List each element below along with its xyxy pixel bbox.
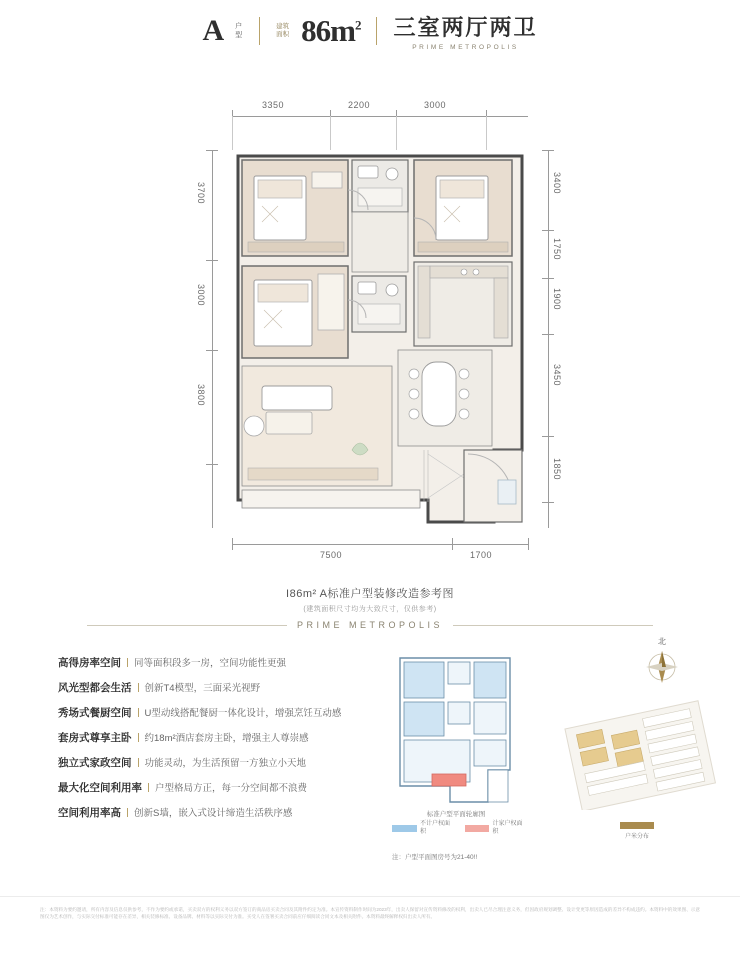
feature-item <box>58 680 388 695</box>
dim-left-0: 3700 <box>196 182 206 205</box>
feature-value: 创新S墙，嵌入式设计缔造生活秩序感 <box>134 808 293 819</box>
right-dim-line <box>548 150 549 528</box>
feature-key: 独立式家政空间 <box>58 757 132 769</box>
area-tag <box>276 23 289 39</box>
tick <box>206 350 218 351</box>
plan-caption-title: I86m² A标准户型装修改造参考图 <box>286 588 454 600</box>
dim-bottom-1: 1700 <box>470 550 493 560</box>
area-tag-line2: 面积 <box>276 31 290 38</box>
legend-swatch-excluded <box>392 825 417 832</box>
unit-type-label-char1: 户 <box>235 23 244 30</box>
dim-right-0: 3400 <box>552 172 562 195</box>
feature-separator <box>138 708 139 717</box>
feature-item <box>58 755 388 770</box>
guide <box>232 116 233 150</box>
plan-caption-sub: (建筑面积尺寸均为大致尺寸，仅供参考) <box>303 606 437 613</box>
feature-key: 最大化空间利用率 <box>58 782 142 794</box>
unit-type-letter: A <box>202 14 226 47</box>
floor-plan-drawing <box>232 150 528 528</box>
area-unit-sup: 2 <box>354 17 361 33</box>
header-divider-1 <box>259 17 260 45</box>
feature-separator <box>138 733 139 742</box>
dim-right-3: 3450 <box>552 364 562 387</box>
area-number: 86m <box>301 13 355 48</box>
tick <box>528 538 529 550</box>
floor-plan-area <box>0 72 740 592</box>
plan-caption <box>0 585 740 614</box>
area-tag-line1: 建筑 <box>276 23 290 30</box>
feature-key: 高得房率空间 <box>58 657 121 669</box>
header-divider-2 <box>376 17 377 45</box>
dim-top-2: 3000 <box>424 100 447 110</box>
dim-right-2: 1900 <box>552 288 562 311</box>
unit-type-label-char2: 型 <box>235 32 244 39</box>
guide <box>330 116 331 150</box>
dim-top-1: 2200 <box>348 100 371 110</box>
tick <box>542 150 554 151</box>
brand-rule <box>0 614 740 636</box>
tick <box>206 150 218 151</box>
dim-top-0: 3350 <box>262 100 285 110</box>
feature-item <box>58 730 388 745</box>
legend-item <box>465 820 528 836</box>
page-header <box>0 0 740 62</box>
tick <box>542 334 554 335</box>
top-dim-line <box>232 116 528 117</box>
header-brand: PRIME METROPOLIS <box>412 44 519 51</box>
mini-plan-legend <box>392 820 527 836</box>
feature-separator <box>138 683 139 692</box>
feature-value: U型动线搭配餐厨一体化设计，增强烹饪互动感 <box>144 708 342 719</box>
mini-plan <box>392 652 520 818</box>
feature-separator <box>148 783 149 792</box>
feature-value: 同等面积段多一房，空间功能性更强 <box>134 658 287 669</box>
compass-north-label: 北 <box>658 637 666 646</box>
room-config: 三室两厅两卫 <box>393 15 538 40</box>
feature-list <box>58 655 388 830</box>
compass-rose-icon <box>642 647 682 687</box>
dim-right-4: 1850 <box>552 458 562 481</box>
dim-bottom-0: 7500 <box>320 550 343 560</box>
legend-label-excluded: 不计户权面积 <box>419 821 450 835</box>
legend-label-included: 计家户权面积 <box>492 821 523 835</box>
feature-value: 创新T4模型，三面采光视野 <box>144 683 261 694</box>
tick <box>452 538 453 550</box>
site-plan <box>560 700 720 810</box>
mini-plan-note: 注：户型平面图房号为21-40!! <box>392 854 478 861</box>
dim-left-1: 3000 <box>196 284 206 307</box>
brand-rule-line-left <box>87 625 287 626</box>
mini-plan-drawing <box>392 652 520 807</box>
feature-separator <box>127 808 128 817</box>
left-dim-line <box>212 150 213 528</box>
feature-item <box>58 655 388 670</box>
tick <box>542 502 554 503</box>
mini-plan-caption: 标准户型平面轮廓图 <box>426 811 486 818</box>
site-plan-legend <box>592 822 682 840</box>
tick <box>542 278 554 279</box>
feature-item <box>58 805 388 820</box>
feature-key: 套房式尊享主卧 <box>58 732 132 744</box>
tick <box>206 260 218 261</box>
site-legend-label: 户米分布 <box>624 834 649 840</box>
feature-key: 风光型都会生活 <box>58 682 132 694</box>
feature-separator <box>127 658 128 667</box>
bottom-dim-line <box>232 544 528 545</box>
feature-value: 约18m²酒店套房主卧，增强主人尊崇感 <box>144 733 309 744</box>
legal-disclaimer: 注：本资料为要约邀请，所有内容及信息仅供参考，不作为要约或承诺，买卖双方的权利义务以双方签订的商品房买卖合同及其附件约定为准。本宣传资料制作时间为2023年，出卖人保留对宣传资料修改的权利，出卖人已尽合理注意义务，但因政府规划调整、设计变更等原因造成的差异不构成违约。本资料中的效果图、示意图仅为艺术创作，与实际交付标准可能存在差异，相关装修标准、设备品牌、材料等以实际交付为准。买受人在签署买卖合同前应仔细阅读合同文本及相关附件。本资料最终解释权归出卖人所有。 <box>0 900 740 956</box>
legend-item <box>392 820 455 836</box>
tick <box>542 230 554 231</box>
feature-item <box>58 705 388 720</box>
legend-swatch-included <box>465 825 490 832</box>
feature-key: 秀场式餐厨空间 <box>58 707 132 719</box>
dim-right-1: 1750 <box>552 238 562 261</box>
site-plan-drawing <box>560 700 720 810</box>
site-legend-swatch <box>620 822 654 829</box>
unit-type-label <box>235 22 243 40</box>
tick <box>542 436 554 437</box>
footer-divider <box>0 896 740 897</box>
tick <box>232 538 233 550</box>
feature-value: 功能灵动，为生活预留一方独立小天地 <box>144 758 307 769</box>
guide <box>396 116 397 150</box>
feature-item <box>58 780 388 795</box>
area-value <box>301 13 360 49</box>
tick <box>206 464 218 465</box>
compass <box>640 636 684 692</box>
feature-value: 户型格局方正，每一分空间都不浪费 <box>155 783 308 794</box>
brand-rule-line-right <box>453 625 653 626</box>
guide <box>486 116 487 150</box>
feature-separator <box>138 758 139 767</box>
feature-key: 空间利用率高 <box>58 807 121 819</box>
dim-left-2: 3800 <box>196 384 206 407</box>
brand-rule-text: PRIME METROPOLIS <box>296 620 443 630</box>
